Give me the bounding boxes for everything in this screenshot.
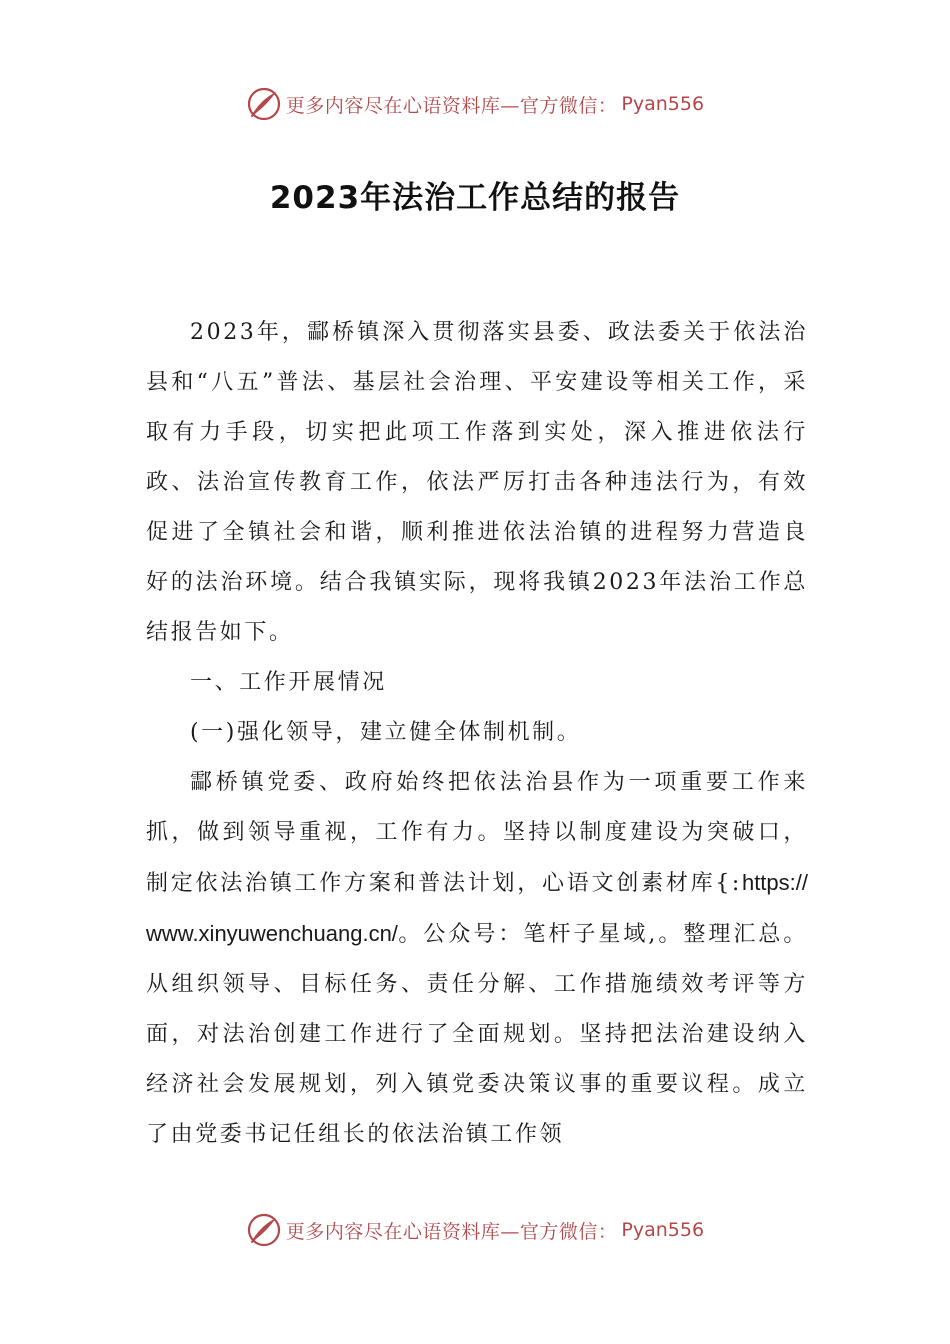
- watermark-text: 更多内容尽在心语资料库—官方微信：: [285, 94, 618, 117]
- document-body: [146, 308, 808, 1160]
- intro-paragraph: 2023年，酃桥镇深入贯彻落实县委、政法委关于依法治县和“八五”普法、基层社会治理、平安建设等相关工作，采取有力手段，切实把此项工作落到实处，深入推进依法行政、法治宣传教育工作，依法严厉打击各种违法行为，有效促进了全镇社会和谐，顺利推进依法治镇的进程努力营造良好的法治环境。结合我镇实际，现将我镇2023年法治工作总结报告如下。: [146, 320, 808, 645]
- watermark-text: 更多内容尽在心语资料库—官方微信：: [285, 1220, 618, 1243]
- document-title: 2023年法治工作总结的报告: [269, 180, 681, 216]
- footer-watermark: [0, 1208, 950, 1252]
- quill-logo-icon: [246, 86, 282, 122]
- header-watermark: [0, 82, 950, 126]
- watermark-wechat-id: Pyan556: [621, 93, 705, 115]
- body-paragraph: [146, 758, 808, 1160]
- source-url: https://www.xinyuwenchuang.cn/: [146, 870, 808, 946]
- body-text-part1: 酃桥镇党委、政府始终把依法治县作为一项重要工作来抓，做到领导重视，工作有力。坚持以制度建设为突破口，制定依法治镇工作方案和普法计划，心语文创素材库{:: [146, 770, 808, 896]
- subsection-heading: (一)强化领导，建立健全体制机制。: [190, 720, 582, 745]
- watermark-wechat-id: Pyan556: [621, 1219, 705, 1241]
- quill-logo-icon: [246, 1212, 282, 1248]
- section-heading: 一、工作开展情况: [190, 670, 387, 695]
- body-text-part2: 。公众号：笔杆子星域,。整理汇总。从组织领导、目标任务、责任分解、工作措施绩效考评等方面，对法治创建工作进行了全面规划。坚持把法治建设纳入经济社会发展规划，列入镇党委决策议事的重要议程。成立了由党委书记任组长的依法治镇工作领: [146, 922, 808, 1147]
